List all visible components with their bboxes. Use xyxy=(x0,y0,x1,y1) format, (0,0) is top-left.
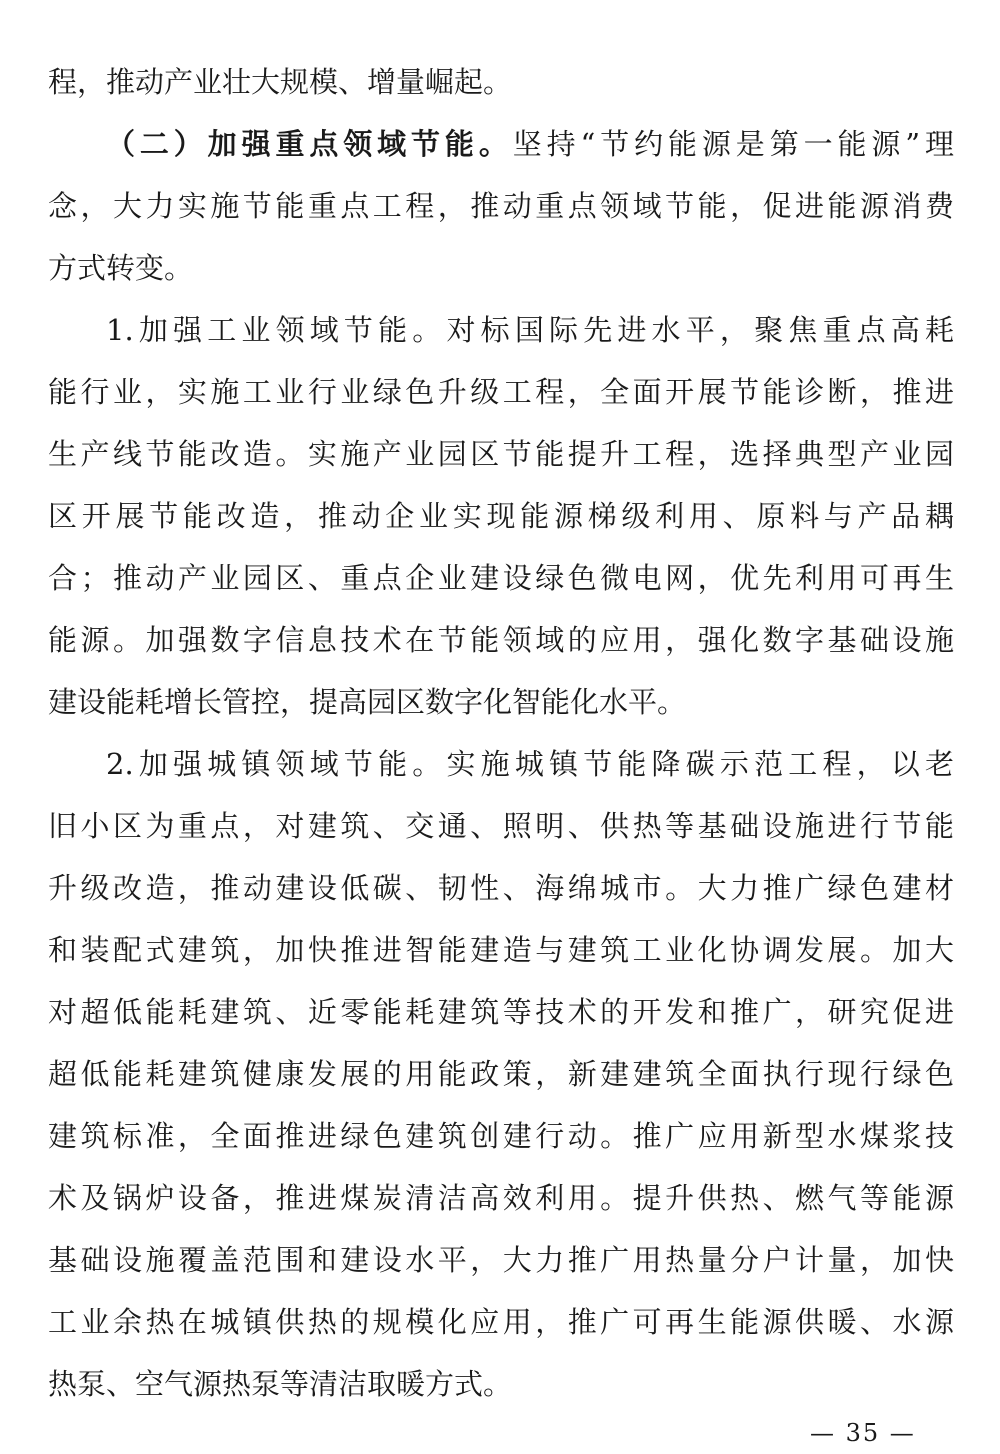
text-line: 建筑标准，全面推进绿色建筑创建行动。推广应用新型水煤浆技 xyxy=(48,1119,954,1153)
text-line: 生产线节能改造。实施产业园区节能提升工程，选择典型产业园 xyxy=(48,437,954,471)
text-line: 基础设施覆盖范围和建设水平，大力推广用热量分户计量，加快 xyxy=(48,1243,954,1277)
text-span: 坚持“节约能源是第一能源”理 xyxy=(512,127,954,161)
text-line: 能行业，实施工业行业绿色升级工程，全面开展节能诊断，推进 xyxy=(48,375,954,409)
page-number: — 35 — xyxy=(810,1419,916,1447)
text-line: 区开展节能改造，推动企业实现能源梯级利用、原料与产品耦 xyxy=(48,499,954,533)
text-line: 能源。加强数字信息技术在节能领域的应用，强化数字基础设施 xyxy=(48,623,954,657)
text-line: 工业余热在城镇供热的规模化应用，推广可再生能源供暖、水源 xyxy=(48,1305,954,1339)
text-line: 2.加强城镇领域节能。实施城镇节能降碳示范工程，以老 xyxy=(106,747,954,781)
text-line: 建设能耗增长管控，提高园区数字化智能化水平。 xyxy=(48,685,687,719)
text-line: 方式转变。 xyxy=(48,251,194,285)
text-line: 程，推动产业壮大规模、增量崛起。 xyxy=(48,65,513,99)
text-line: 术及锅炉设备，推进煤炭清洁高效利用。提升供热、燃气等能源 xyxy=(48,1181,954,1215)
text-line: 1.加强工业领域节能。对标国际先进水平，聚焦重点高耗 xyxy=(106,313,954,347)
section-heading-line xyxy=(106,124,954,164)
text-line: 合；推动产业园区、重点企业建设绿色微电网，优先利用可再生 xyxy=(48,561,954,595)
text-line: 念，大力实施节能重点工程，推动重点领域节能，促进能源消费 xyxy=(48,189,954,223)
text-line: 升级改造，推动建设低碳、韧性、海绵城市。大力推广绿色建材 xyxy=(48,871,954,905)
text-line: 热泵、空气源热泵等清洁取暖方式。 xyxy=(48,1367,513,1401)
text-line: 对超低能耗建筑、近零能耗建筑等技术的开发和推广，研究促进 xyxy=(48,995,954,1029)
text-line: 和装配式建筑，加快推进智能建造与建筑工业化协调发展。加大 xyxy=(48,933,954,967)
text-line: 旧小区为重点，对建筑、交通、照明、供热等基础设施进行节能 xyxy=(48,809,954,843)
text-line: 超低能耗建筑健康发展的用能政策，新建建筑全面执行现行绿色 xyxy=(48,1057,954,1091)
section-heading: （二）加强重点领域节能。 xyxy=(106,127,513,161)
